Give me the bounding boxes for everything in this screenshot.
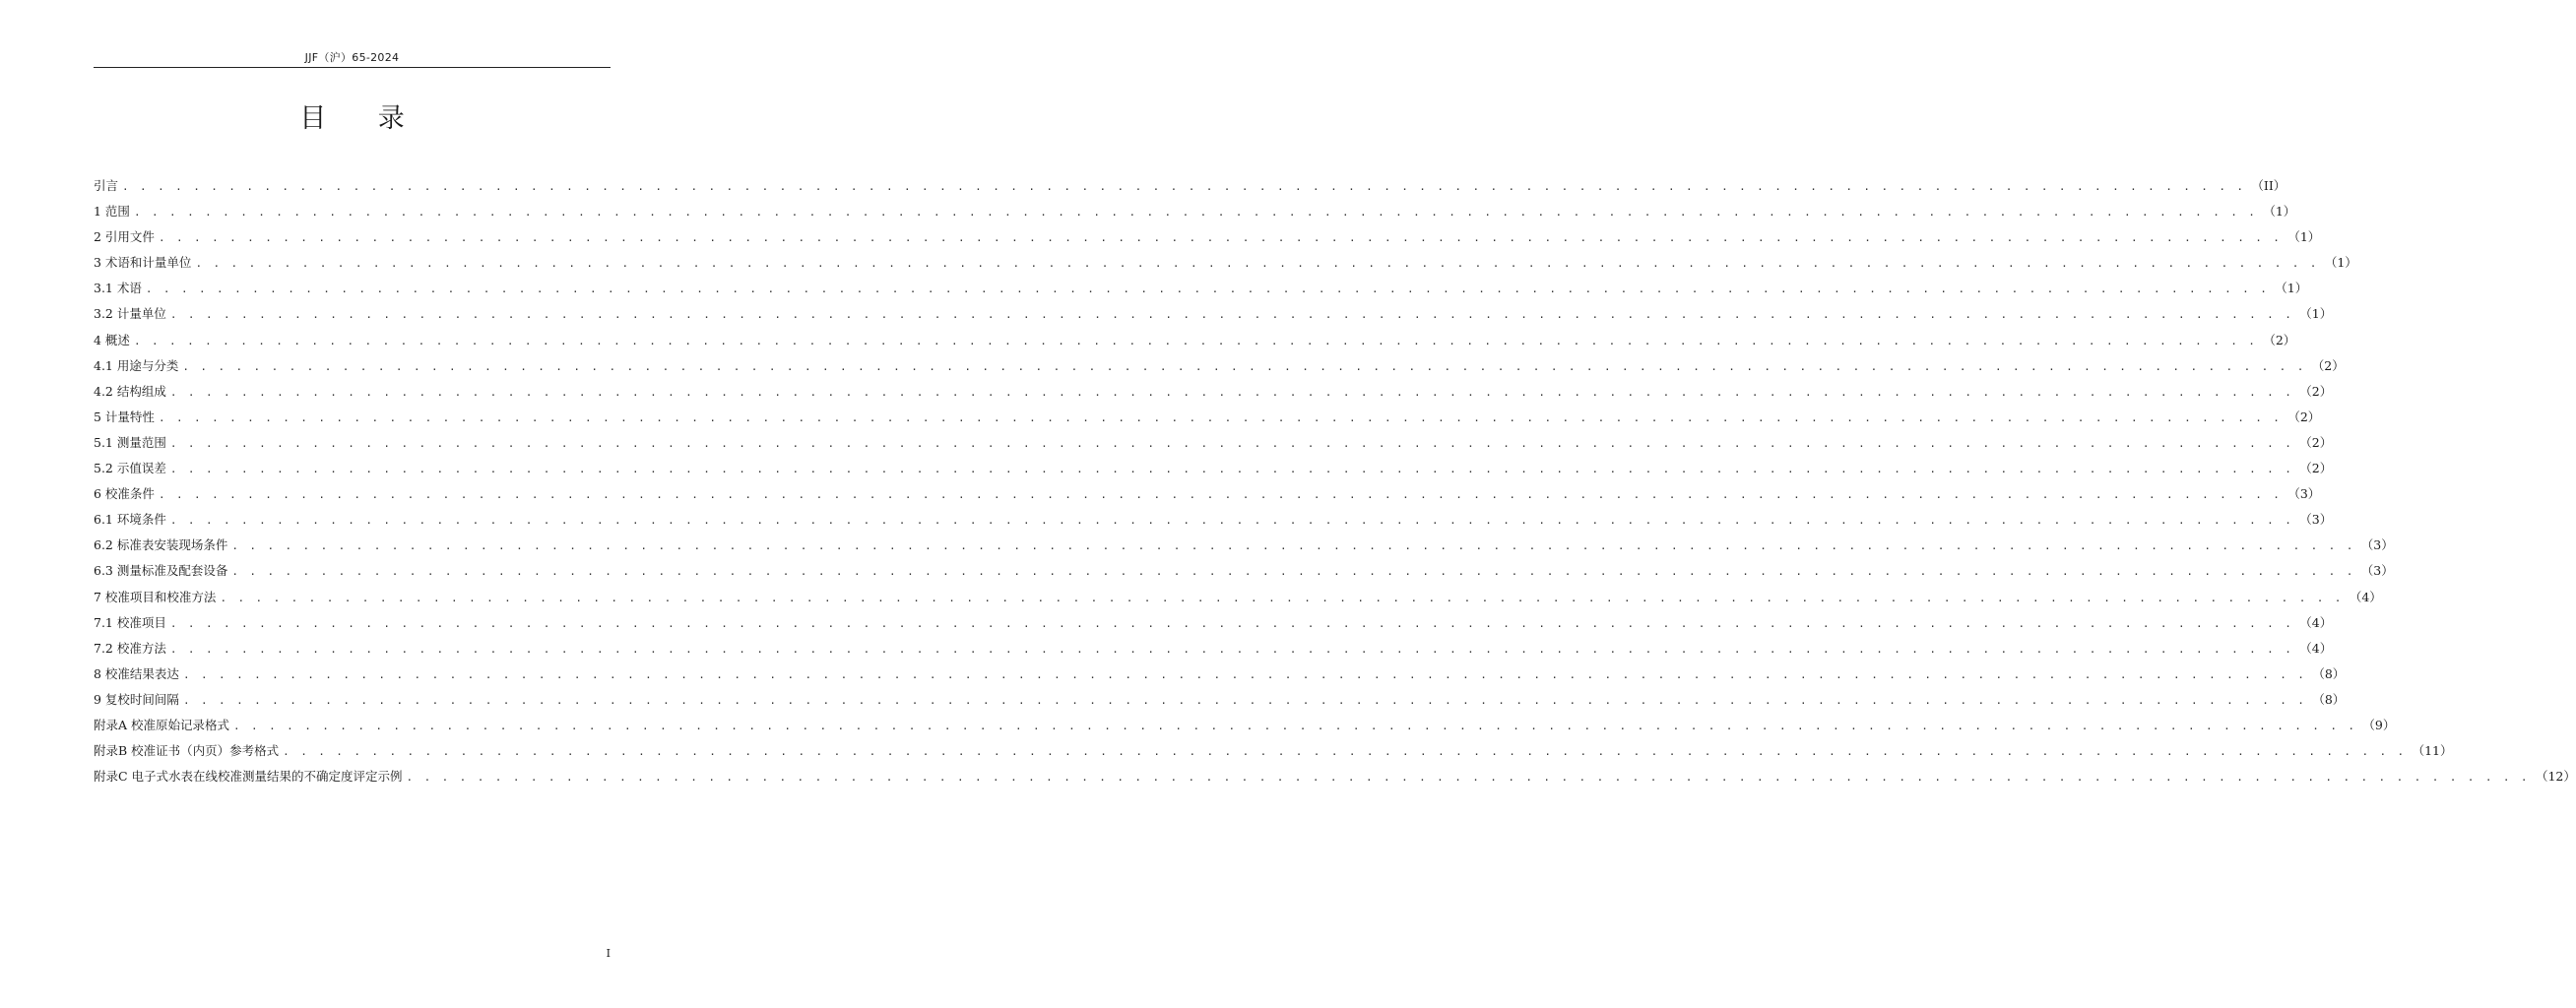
toc-entry[interactable] (94, 407, 2321, 432)
toc-entry[interactable] (94, 509, 2333, 535)
toc-entry-page: （II） (2251, 178, 2286, 193)
toc-dot-leader: . . . . . . . . . . . . . . . . . . . . . . . . . . . . . . . . . . . . . . . . . . . . . . . . . . . . . . . . . . . . . . . . . . . . . . . . . . . . . . . . . . . . . . . . . . . . . . . . . . . . . . . . . . . . . . . . . . . . . . . . (182, 693, 2307, 707)
toc-entry-label: 5.2 示值误差 (94, 461, 166, 476)
toc-entry-label: 4.1 用途与分类 (94, 357, 179, 373)
toc-dot-leader: . . . . . . . . . . . . . . . . . . . . . . . . . . . . . . . . . . . . . . . . . . . . . . . . . . . . . . . . . . . . . . . . . . . . . . . . . . . . . . . . . . . . . . . . . . . . . . . . . . . . . . . . . . . . . . . . . . . . . . . . (283, 745, 2407, 759)
toc-entry-label: 2 引用文件 (94, 229, 155, 245)
toc-entry-label: 附录B 校准证书（内页）参考格式 (94, 743, 280, 759)
toc-entry-page: （1） (2287, 229, 2321, 245)
toc-entry[interactable] (94, 715, 2396, 740)
toc-entry[interactable] (94, 663, 2346, 689)
toc-dot-leader: . . . . . . . . . . . . . . . . . . . . . . . . . . . . . . . . . . . . . . . . . . . . . . . . . . . . . . . . . . . . . . . . . . . . . . . . . . . . . . . . . . . . . . . . . . . . . . . . . . . . . . . . . . . . . . . . . . . . . . . . (169, 385, 2294, 399)
toc-entry-page: （12） (2535, 769, 2576, 785)
toc-entry[interactable] (94, 226, 2321, 252)
toc-entry-label: 附录A 校准原始记录格式 (94, 717, 230, 732)
toc-entry-label: 附录C 电子式水表在线校准测量结果的不确定度评定示例 (94, 769, 403, 785)
toc-entry-page: （11） (2412, 743, 2453, 759)
toc-entry-label: 4.2 结构组成 (94, 383, 166, 399)
toc-dot-leader: . . . . . . . . . . . . . . . . . . . . . . . . . . . . . . . . . . . . . . . . . . . . . . . . . . . . . . . . . . . . . . . . . . . . . . . . . . . . . . . . . . . . . . . . . . . . . . . . . . . . . . . . . . . . . . . . . . . . . . . . (169, 436, 2294, 450)
toc-entry[interactable] (94, 303, 2333, 329)
toc-entry-label: 6.1 环境条件 (94, 512, 166, 528)
toc-dot-leader: . . . . . . . . . . . . . . . . . . . . . . . . . . . . . . . . . . . . . . . . . . . . . . . . . . . . . . . . . . . . . . . . . . . . . . . . . . . . . . . . . . . . . . . . . . . . . . . . . . . . . . . . . . . . . . . . . . . . . . . . (158, 231, 2283, 245)
toc-entry-label: 8 校准结果表达 (94, 665, 179, 681)
toc-entry-label: 3 术语和计量单位 (94, 255, 192, 271)
toc-entry[interactable] (94, 175, 2286, 201)
toc-entry-page: （8） (2312, 691, 2346, 707)
toc-dot-leader: . . . . . . . . . . . . . . . . . . . . . . . . . . . . . . . . . . . . . . . . . . . . . . . . . . . . . . . . . . . . . . . . . . . . . . . . . . . . . . . . . . . . . . . . . . . . . . . . . . . . . . . . . . . . . . . . . . . . . . . . (182, 667, 2307, 681)
toc-entry-label: 7.2 校准方法 (94, 640, 166, 656)
toc-entry-page: （4） (2299, 614, 2333, 630)
toc-entry[interactable] (94, 587, 2382, 612)
toc-entry-page: （2） (2299, 434, 2333, 450)
toc-dot-leader: . . . . . . . . . . . . . . . . . . . . . . . . . . . . . . . . . . . . . . . . . . . . . . . . . . . . . . . . . . . . . . . . . . . . . . . . . . . . . . . . . . . . . . . . . . . . . . . . . . . . . . . . . . . . . . . . . . . . . . . . (220, 591, 2344, 604)
toc-entry[interactable] (94, 252, 2357, 278)
toc-entry-label: 6 校准条件 (94, 486, 155, 502)
toc-dot-leader: . . . . . . . . . . . . . . . . . . . . . . . . . . . . . . . . . . . . . . . . . . . . . . . . . . . . . . . . . . . . . . . . . . . . . . . . . . . . . . . . . . . . . . . . . . . . . . . . . . . . . . . . . . . . . . . . . . . . . . . . (231, 565, 2355, 579)
toc-entry[interactable] (94, 432, 2333, 458)
toc-entry-page: （1） (2263, 204, 2296, 220)
toc-entry-label: 6.2 标准表安装现场条件 (94, 537, 228, 553)
toc-entry-page: （2） (2299, 383, 2333, 399)
toc-entry[interactable] (94, 689, 2346, 715)
toc-dot-leader: . . . . . . . . . . . . . . . . . . . . . . . . . . . . . . . . . . . . . . . . . . . . . . . . . . . . . . . . . . . . . . . . . . . . . . . . . . . . . . . . . . . . . . . . . . . . . . . . . . . . . . . . . . . . . . . . . . . . . . . . (122, 180, 2246, 193)
toc-dot-leader: . . . . . . . . . . . . . . . . . . . . . . . . . . . . . . . . . . . . . . . . . . . . . . . . . . . . . . . . . . . . . . . . . . . . . . . . . . . . . . . . . . . . . . . . . . . . . . . . . . . . . . . . . . . . . . . . . . . . . . . . (169, 616, 2294, 630)
toc-entry-page: （1） (2299, 306, 2333, 322)
toc-entry[interactable] (94, 638, 2333, 663)
toc-dot-leader: . . . . . . . . . . . . . . . . . . . . . . . . . . . . . . . . . . . . . . . . . . . . . . . . . . . . . . . . . . . . . . . . . . . . . . . . . . . . . . . . . . . . . . . . . . . . . . . . . . . . . . . . . . . . . . . . . . . . . . . . (158, 410, 2283, 424)
toc-entry-page: （2） (2311, 357, 2345, 373)
toc-entry-page: （1） (2275, 281, 2308, 296)
toc-dot-leader: . . . . . . . . . . . . . . . . . . . . . . . . . . . . . . . . . . . . . . . . . . . . . . . . . . . . . . . . . . . . . . . . . . . . . . . . . . . . . . . . . . . . . . . . . . . . . . . . . . . . . . . . . . . . . . . . . . . . . . . . (233, 719, 2357, 732)
toc-entry-label: 9 复校时间间隔 (94, 691, 179, 707)
toc-entry-page: （8） (2312, 665, 2346, 681)
toc-dot-leader: . . . . . . . . . . . . . . . . . . . . . . . . . . . . . . . . . . . . . . . . . . . . . . . . . . . . . . . . . . . . . . . . . . . . . . . . . . . . . . . . . . . . . . . . . . . . . . . . . . . . . . . . . . . . . . . . . . . . . . . . (133, 334, 2258, 347)
toc-dot-leader: . . . . . . . . . . . . . . . . . . . . . . . . . . . . . . . . . . . . . . . . . . . . . . . . . . . . . . . . . . . . . . . . . . . . . . . . . . . . . . . . . . . . . . . . . . . . . . . . . . . . . . . . . . . . . . . . . . . . . . . . (169, 642, 2294, 656)
toc-entry-label: 7 校准项目和校准方法 (94, 589, 217, 604)
toc-dot-leader: . . . . . . . . . . . . . . . . . . . . . . . . . . . . . . . . . . . . . . . . . . . . . . . . . . . . . . . . . . . . . . . . . . . . . . . . . . . . . . . . . . . . . . . . . . . . . . . . . . . . . . . . . . . . . . . . . . . . . . . . (133, 206, 2258, 220)
page-number: I (606, 947, 611, 960)
toc-entry-label: 7.1 校准项目 (94, 614, 166, 630)
toc-entry-page: （9） (2362, 717, 2396, 732)
toc-entry-page: （3） (2360, 563, 2394, 579)
toc-entry-label: 3.2 计量单位 (94, 306, 166, 322)
toc-entry[interactable] (94, 766, 2576, 791)
toc-entry-page: （1） (2324, 255, 2357, 271)
toc-dot-leader: . . . . . . . . . . . . . . . . . . . . . . . . . . . . . . . . . . . . . . . . . . . . . . . . . . . . . . . . . . . . . . . . . . . . . . . . . . . . . . . . . . . . . . . . . . . . . . . . . . . . . . . . . . . . . . . . . . . . . . . . (169, 463, 2294, 476)
toc-entry[interactable] (94, 381, 2333, 407)
toc-entry-label: 4 概述 (94, 332, 130, 347)
toc-entry[interactable] (94, 278, 2308, 303)
toc-dot-leader: . . . . . . . . . . . . . . . . . . . . . . . . . . . . . . . . . . . . . . . . . . . . . . . . . . . . . . . . . . . . . . . . . . . . . . . . . . . . . . . . . . . . . . . . . . . . . . . . . . . . . . . . . . . . . . . . . . . . . . . . (169, 514, 2294, 528)
toc-entry[interactable] (94, 201, 2296, 226)
toc-entry[interactable] (94, 612, 2333, 638)
toc-dot-leader: . . . . . . . . . . . . . . . . . . . . . . . . . . . . . . . . . . . . . . . . . . . . . . . . . . . . . . . . . . . . . . . . . . . . . . . . . . . . . . . . . . . . . . . . . . . . . . . . . . . . . . . . . . . . . . . . . . . . . . . . (169, 308, 2294, 322)
toc-entry[interactable] (94, 740, 2453, 766)
toc-entry[interactable] (94, 330, 2296, 355)
toc-entry-page: （4） (2349, 589, 2382, 604)
table-of-contents (94, 175, 2576, 791)
toc-entry[interactable] (94, 535, 2394, 560)
toc-entry-label: 5 计量特性 (94, 409, 155, 424)
toc-entry-page: （2） (2287, 409, 2321, 424)
toc-dot-leader: . . . . . . . . . . . . . . . . . . . . . . . . . . . . . . . . . . . . . . . . . . . . . . . . . . . . . . . . . . . . . . . . . . . . . . . . . . . . . . . . . . . . . . . . . . . . . . . . . . . . . . . . . . . . . . . . . . . . . . . . (145, 283, 2270, 296)
toc-entry-label: 1 范围 (94, 204, 130, 220)
toc-entry[interactable] (94, 458, 2333, 483)
toc-entry-page: （4） (2299, 640, 2333, 656)
toc-entry-page: （3） (2360, 537, 2394, 553)
toc-entry-label: 3.1 术语 (94, 281, 142, 296)
toc-dot-leader: . . . . . . . . . . . . . . . . . . . . . . . . . . . . . . . . . . . . . . . . . . . . . . . . . . . . . . . . . . . . . . . . . . . . . . . . . . . . . . . . . . . . . . . . . . . . . . . . . . . . . . . . . . . . . . . . . . . . . . . . (158, 488, 2283, 502)
page-title: 目 录 (299, 103, 426, 134)
toc-entry[interactable] (94, 355, 2345, 381)
toc-dot-leader: . . . . . . . . . . . . . . . . . . . . . . . . . . . . . . . . . . . . . . . . . . . . . . . . . . . . . . . . . . . . . . . . . . . . . . . . . . . . . . . . . . . . . . . . . . . . . . . . . . . . . . . . . . . . . . . . . . . . . . . . (406, 771, 2530, 785)
toc-entry-page: （3） (2287, 486, 2321, 502)
toc-entry-label: 引言 (94, 178, 119, 193)
toc-dot-leader: . . . . . . . . . . . . . . . . . . . . . . . . . . . . . . . . . . . . . . . . . . . . . . . . . . . . . . . . . . . . . . . . . . . . . . . . . . . . . . . . . . . . . . . . . . . . . . . . . . . . . . . . . . . . . . . . . . . . . . . . (195, 257, 2319, 271)
toc-entry-page: （3） (2299, 512, 2333, 528)
header-divider (94, 67, 611, 68)
toc-entry-page: （2） (2299, 461, 2333, 476)
toc-entry-label: 5.1 测量范围 (94, 434, 166, 450)
toc-entry[interactable] (94, 560, 2394, 586)
toc-dot-leader: . . . . . . . . . . . . . . . . . . . . . . . . . . . . . . . . . . . . . . . . . . . . . . . . . . . . . . . . . . . . . . . . . . . . . . . . . . . . . . . . . . . . . . . . . . . . . . . . . . . . . . . . . . . . . . . . . . . . . . . . (231, 539, 2355, 553)
toc-dot-leader: . . . . . . . . . . . . . . . . . . . . . . . . . . . . . . . . . . . . . . . . . . . . . . . . . . . . . . . . . . . . . . . . . . . . . . . . . . . . . . . . . . . . . . . . . . . . . . . . . . . . . . . . . . . . . . . . . . . . . . . . (182, 359, 2306, 373)
toc-entry-label: 6.3 测量标准及配套设备 (94, 563, 228, 579)
toc-entry-page: （2） (2263, 332, 2296, 347)
document-code-header: JJF（沪）65-2024 (304, 51, 400, 64)
toc-entry[interactable] (94, 483, 2321, 509)
